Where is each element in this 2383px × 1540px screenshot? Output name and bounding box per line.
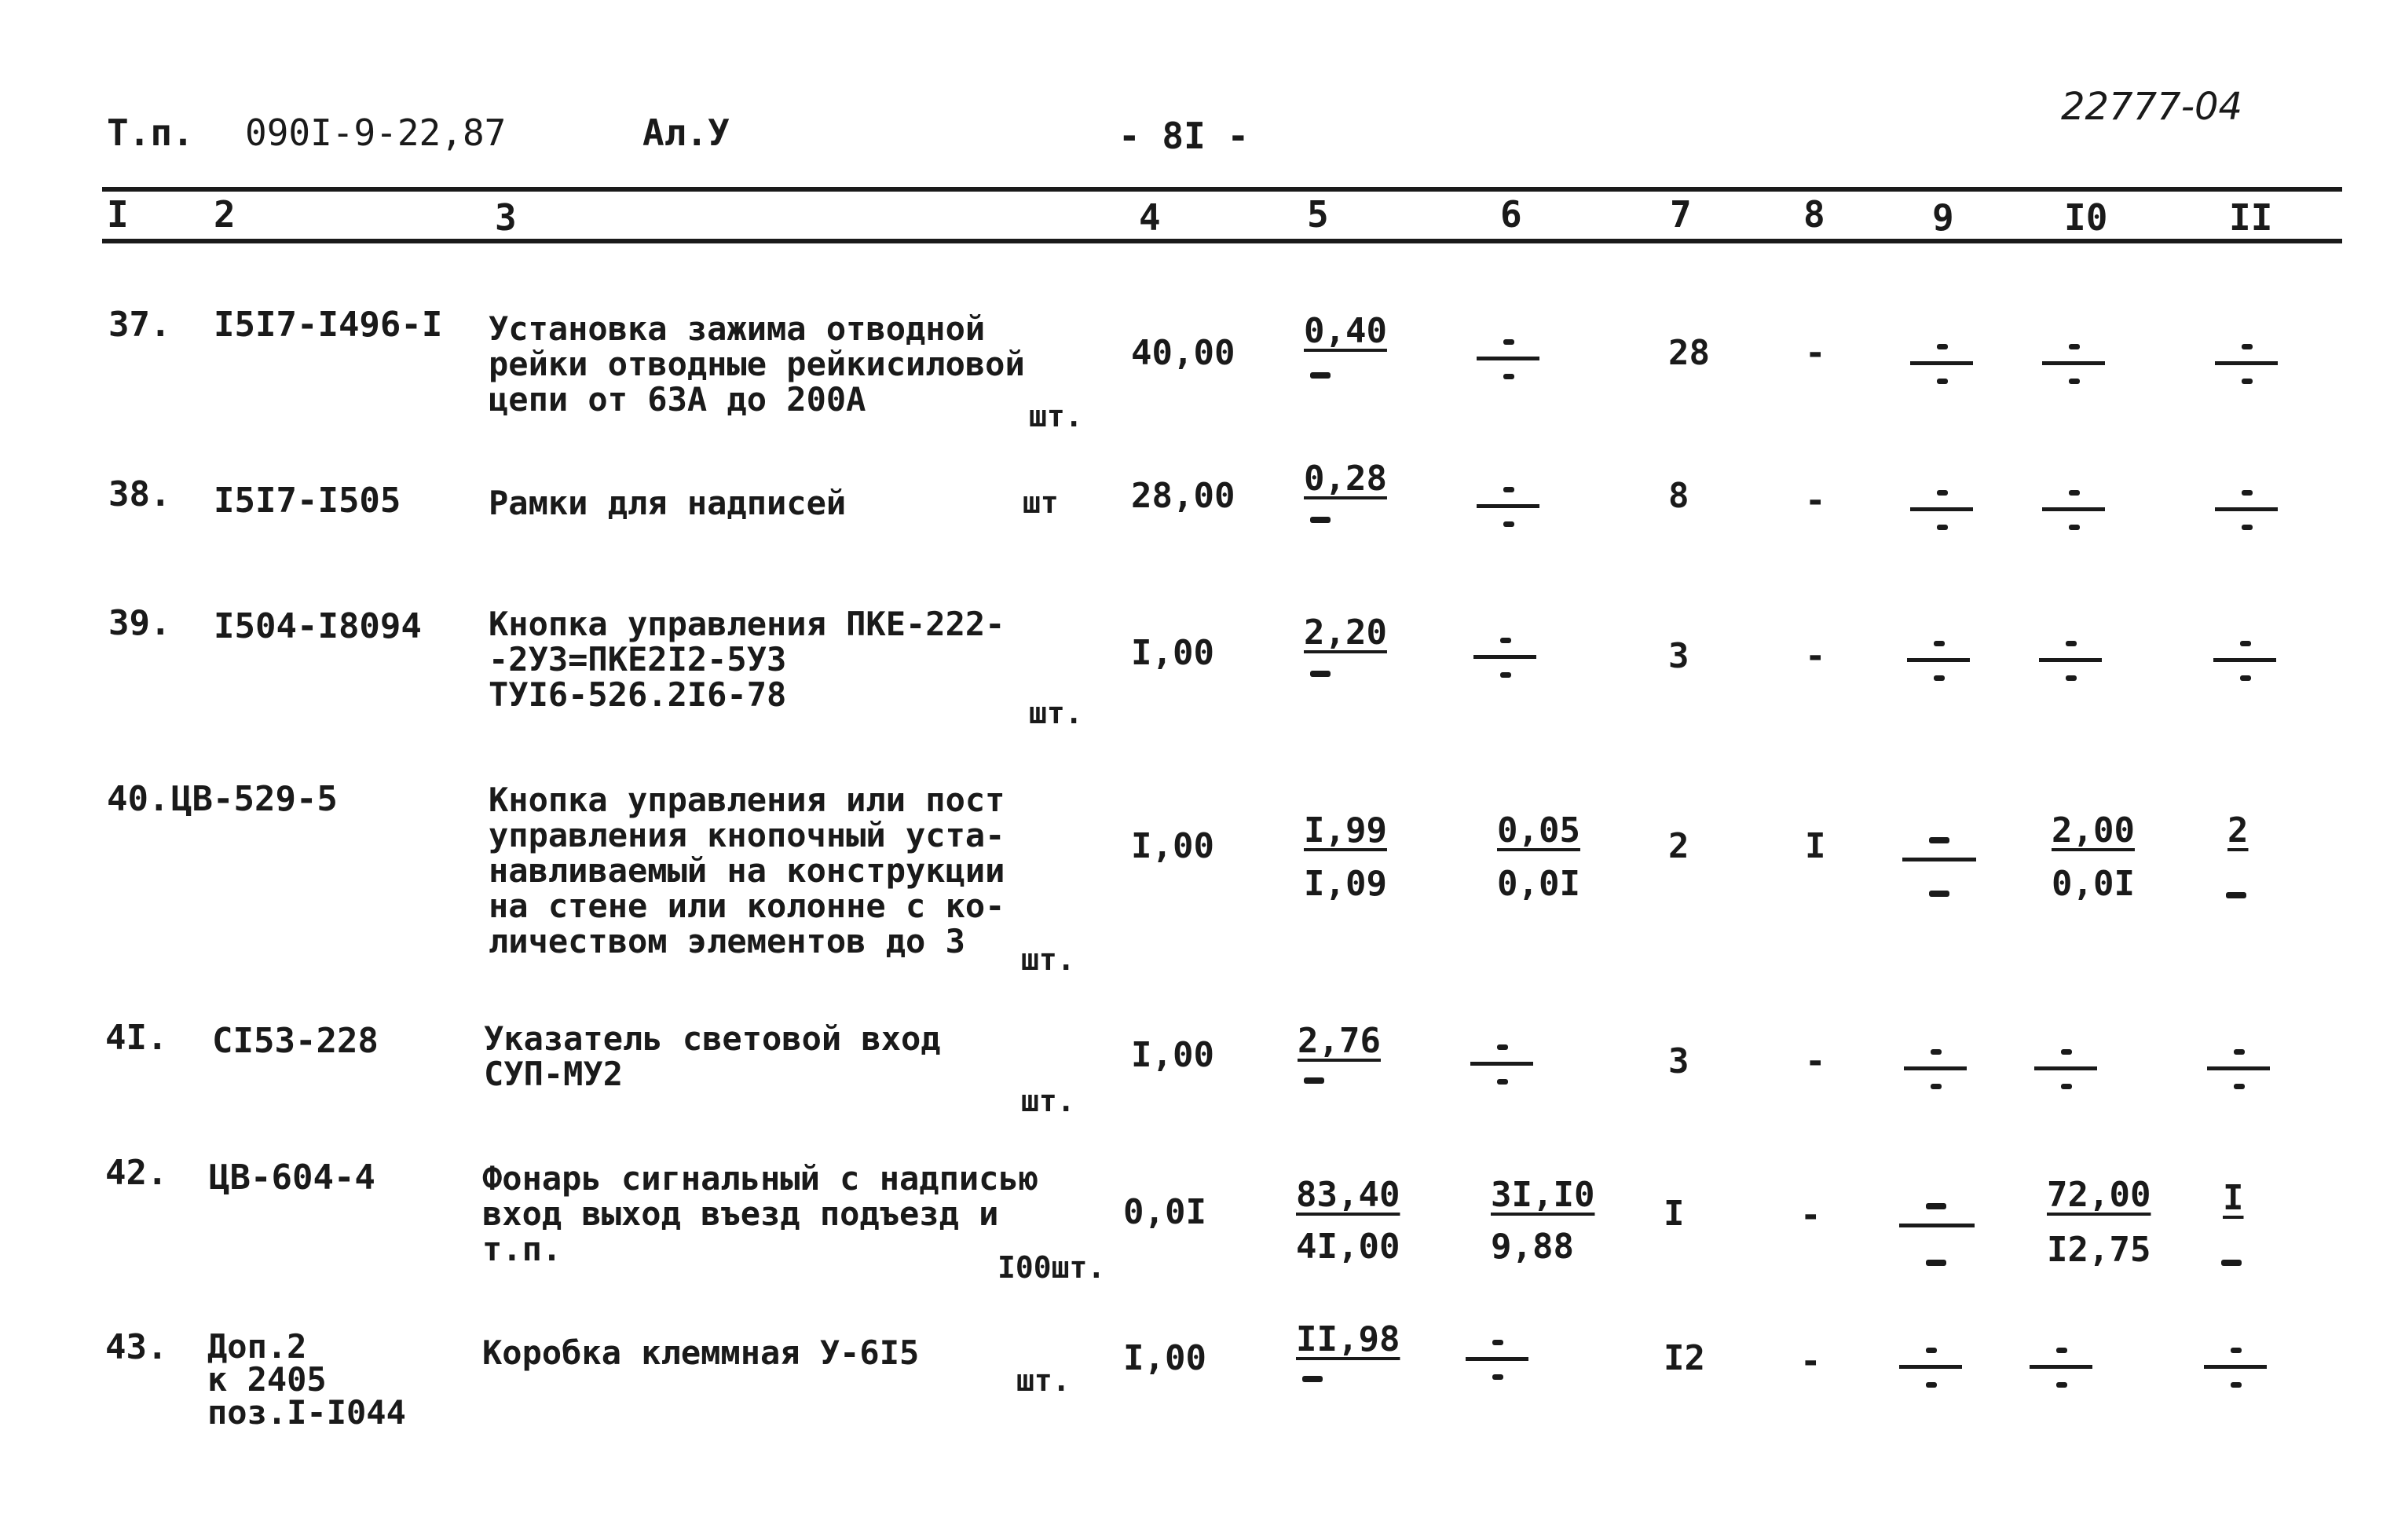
col6-bottom: 9,88 — [1491, 1227, 1574, 1267]
col5-value: 0,28 — [1304, 459, 1387, 499]
item-description: Установка зажима отводной рейки отводные рейкисиловой цепи от 63А до 200А — [489, 309, 1025, 419]
header-rule-top — [102, 187, 2342, 192]
inventory-number: 22777-04 — [2061, 85, 2243, 129]
col7-value: I — [1664, 1194, 1685, 1234]
item-description: Фонарь сигнальный с надписью вход выход въезд подъезд и т.п. — [482, 1159, 1039, 1268]
item-description: Рамки для надписей — [489, 484, 847, 522]
col5-dash — [1310, 372, 1331, 379]
item-quantity: 0,0I — [1123, 1192, 1206, 1232]
col5-dash — [1310, 671, 1331, 677]
col5-top: 83,40 — [1296, 1175, 1400, 1215]
col5-bottom: I,09 — [1304, 864, 1387, 904]
col9-fraction-mark — [1910, 342, 1973, 386]
col7-value: 2 — [1668, 826, 1689, 866]
col11-top: I — [2223, 1178, 2244, 1218]
item-unit: I00шт. — [997, 1250, 1106, 1285]
column-header-6: 6 — [1500, 193, 1522, 236]
col6-fraction-mark — [1466, 1338, 1528, 1382]
column-header-10: I0 — [2064, 196, 2108, 239]
header-rule-bottom — [102, 239, 2342, 243]
item-quantity: 28,00 — [1131, 476, 1235, 516]
item-code: Доп.2 к 2405 поз.I-I044 — [207, 1327, 406, 1432]
project-code: 090I-9-22,87 — [245, 112, 507, 154]
col5-value: II,98 — [1296, 1319, 1400, 1359]
item-unit: шт. — [1029, 399, 1083, 433]
col9-fraction-mark — [1899, 1346, 1962, 1390]
column-header-4: 4 — [1139, 196, 1161, 239]
item-code: ЦВ-529-5 — [171, 779, 338, 819]
col11-fraction-mark — [2207, 1048, 2270, 1092]
col11-fraction-mark — [2213, 639, 2276, 683]
col11-fraction-mark — [2215, 342, 2278, 386]
col8-value: - — [1800, 1195, 1821, 1235]
item-description: Кнопка управления или пост управления кнопочный уста- навливаемый на конструкции на стене или колонне с ко- личеством элементов до 3 — [489, 781, 1005, 960]
row-number: 4I. — [105, 1018, 168, 1058]
item-quantity: I,00 — [1131, 826, 1214, 866]
col9-fraction-mark — [1904, 1048, 1967, 1092]
item-quantity: I,00 — [1123, 1338, 1206, 1378]
col5-dash — [1302, 1376, 1323, 1382]
col7-value: 3 — [1668, 636, 1689, 676]
item-code: I5I7-I505 — [214, 481, 401, 521]
col10-fraction-mark — [2042, 488, 2105, 532]
row-number: 43. — [105, 1327, 168, 1367]
col11-fraction-mark — [2215, 488, 2278, 532]
column-header-9: 9 — [1932, 196, 1954, 239]
item-unit: шт. — [1016, 1363, 1071, 1398]
col8-value: - — [1805, 333, 1826, 373]
item-code: I504-I8094 — [214, 606, 422, 646]
col10-fraction-mark — [2034, 1048, 2097, 1092]
col6-fraction-mark — [1477, 485, 1539, 529]
col10-bottom: I2,75 — [2047, 1230, 2151, 1270]
col6-fraction-mark — [1477, 338, 1539, 382]
col10-fraction-mark — [2039, 639, 2102, 683]
col9-dash-bottom — [1926, 1260, 1946, 1266]
column-header-5: 5 — [1307, 193, 1329, 236]
col7-value: I2 — [1664, 1338, 1705, 1378]
row-number: 40. — [107, 779, 170, 819]
col9-fraction-mark — [1910, 488, 1973, 532]
col11-dash-bottom — [2226, 892, 2246, 898]
item-unit: шт. — [1021, 942, 1075, 977]
album-label: Ал.У — [642, 112, 730, 154]
col8-value: - — [1805, 1041, 1826, 1081]
col6-fraction-mark — [1470, 1043, 1533, 1087]
col9-fraction-line — [1902, 858, 1976, 861]
col9-fraction-line — [1899, 1224, 1975, 1227]
col5-value: 0,40 — [1304, 311, 1387, 351]
column-header-8: 8 — [1803, 193, 1825, 236]
item-description: Кнопка управления ПКЕ-222- -2УЗ=ПКЕ2I2-5УЗ ТУI6-526.2I6-78 — [489, 605, 1005, 714]
col5-dash — [1304, 1077, 1324, 1084]
col6-bottom: 0,0I — [1497, 864, 1580, 904]
col10-bottom: 0,0I — [2052, 864, 2135, 904]
col6-fraction-mark — [1473, 636, 1536, 680]
col6-top: 3I,I0 — [1491, 1175, 1595, 1215]
col9-dash-top — [1929, 837, 1949, 843]
project-label: Т.п. — [107, 112, 194, 154]
item-description: Указатель световой вход СУП-МУ2 — [484, 1019, 941, 1093]
col5-top: I,99 — [1304, 810, 1387, 850]
col9-fraction-mark — [1907, 639, 1970, 683]
item-unit: шт. — [1021, 1084, 1075, 1118]
col8-value: - — [1800, 1341, 1821, 1381]
col10-top: 2,00 — [2052, 810, 2135, 850]
item-unit: шт. — [1029, 696, 1083, 730]
item-code: I5I7-I496-I — [214, 305, 443, 345]
page-number: - 8I - — [1118, 115, 1250, 157]
col8-value: - — [1805, 636, 1826, 676]
column-header-3: 3 — [495, 196, 517, 239]
item-code: СI53-228 — [212, 1021, 379, 1061]
item-unit: шт — [1023, 485, 1059, 520]
column-header-7: 7 — [1670, 193, 1692, 236]
column-header-1: I — [107, 193, 129, 236]
row-number: 39. — [108, 603, 171, 643]
col10-top: 72,00 — [2047, 1175, 2151, 1215]
col5-bottom: 4I,00 — [1296, 1227, 1400, 1267]
col7-value: 3 — [1668, 1041, 1689, 1081]
col9-dash-bottom — [1929, 891, 1949, 897]
col11-fraction-mark — [2204, 1346, 2267, 1390]
item-quantity: 40,00 — [1131, 333, 1235, 373]
item-code: ЦВ-604-4 — [209, 1158, 375, 1198]
row-number: 38. — [108, 474, 171, 514]
col5-value: 2,76 — [1298, 1021, 1381, 1061]
column-header-2: 2 — [214, 193, 236, 236]
row-number: 37. — [108, 305, 171, 345]
col7-value: 28 — [1668, 333, 1710, 373]
col7-value: 8 — [1668, 476, 1689, 516]
col9-dash-top — [1926, 1203, 1946, 1209]
col10-fraction-mark — [2042, 342, 2105, 386]
col8-value: - — [1805, 481, 1826, 521]
col11-top: 2 — [2227, 810, 2249, 850]
col5-dash — [1310, 517, 1331, 523]
col10-fraction-mark — [2030, 1346, 2092, 1390]
col8-value: I — [1805, 826, 1826, 866]
item-quantity: I,00 — [1131, 633, 1214, 673]
column-header-11: II — [2229, 196, 2273, 239]
col11-dash-bottom — [2221, 1260, 2242, 1266]
col6-top: 0,05 — [1497, 810, 1580, 850]
item-quantity: I,00 — [1131, 1035, 1214, 1075]
row-number: 42. — [105, 1153, 168, 1193]
col5-value: 2,20 — [1304, 613, 1387, 653]
item-description: Коробка клеммная У-6I5 — [482, 1333, 920, 1372]
